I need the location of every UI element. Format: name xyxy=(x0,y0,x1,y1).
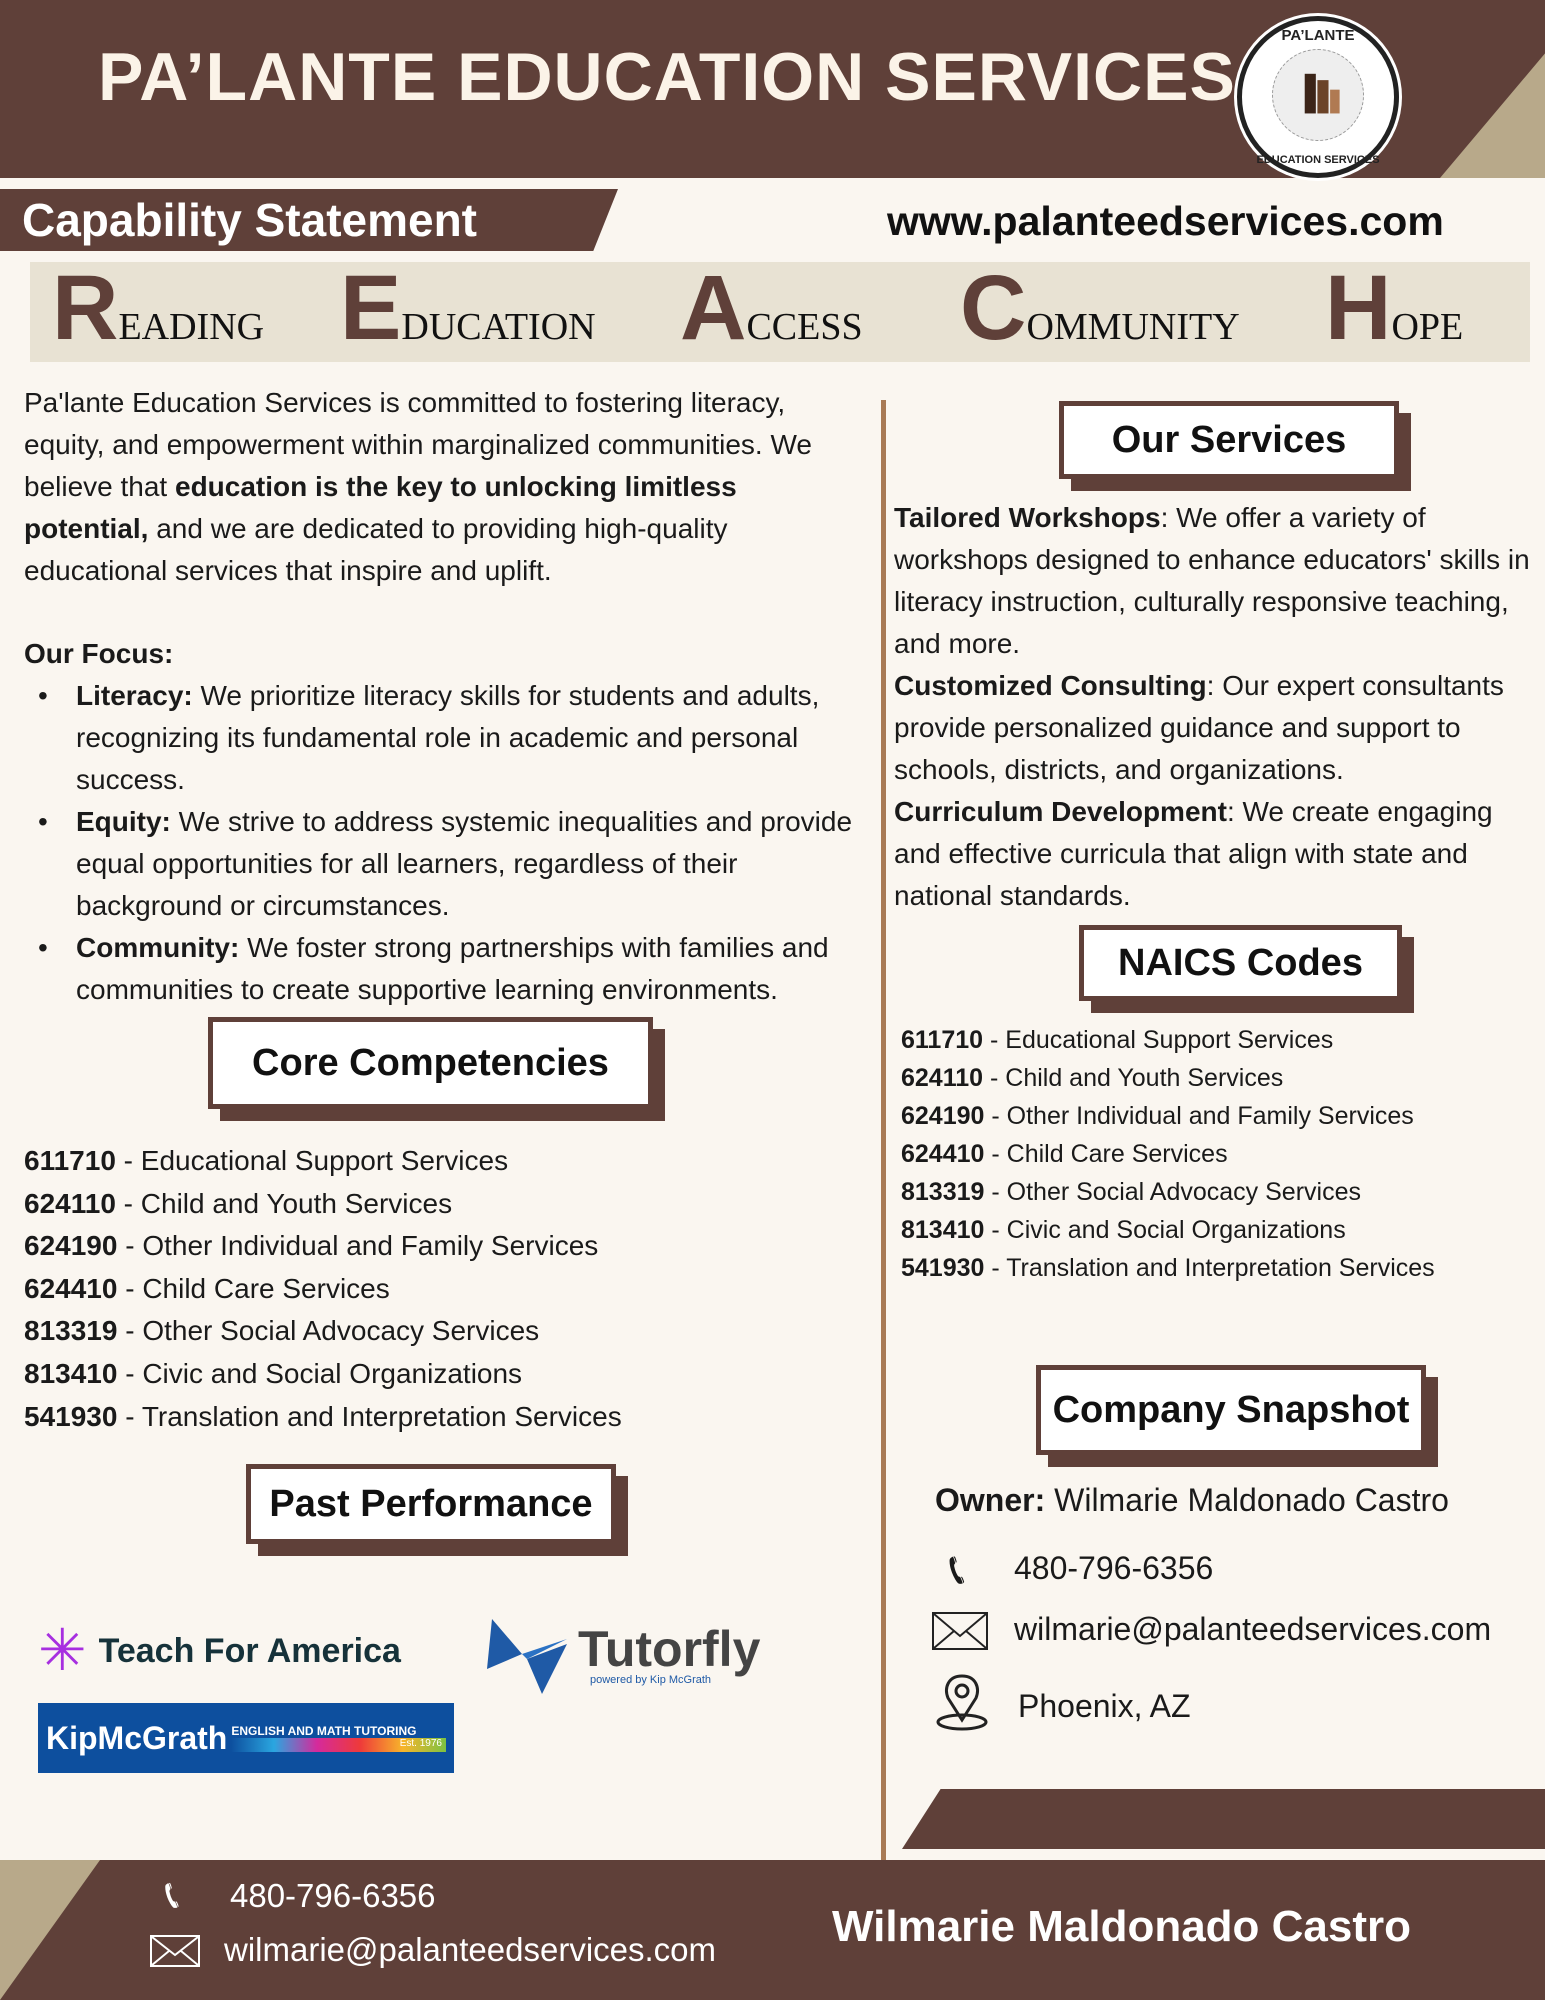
location-pin-icon xyxy=(934,1672,990,1732)
reach-banner xyxy=(30,257,1530,362)
past-performance-heading: Past Performance xyxy=(246,1464,616,1544)
focus-item: • Community: We foster strong partnerships with families and communities to create supportive learning environments. xyxy=(24,927,874,1011)
list-item: 813319 - Other Social Advocacy Services xyxy=(901,1178,1361,1206)
capability-title: Capability Statement xyxy=(22,194,477,246)
footer-phone-icon: 📞︎ xyxy=(165,1872,179,1917)
website-link[interactable]: www.palanteedservices.com xyxy=(887,198,1444,244)
kip-mcgrath-est: Est. 1976 xyxy=(231,1738,446,1752)
footer-email[interactable]: wilmarie@palanteedservices.com xyxy=(224,1931,717,1968)
naics-heading: NAICS Codes xyxy=(1079,925,1402,1001)
starburst-icon: ✳ xyxy=(38,1618,87,1683)
reach-word: HOPE xyxy=(1325,257,1464,359)
list-item: 813410 - Civic and Social Organizations xyxy=(901,1216,1346,1244)
list-item: 813410 - Civic and Social Organizations xyxy=(24,1357,523,1389)
list-item: 541930 - Translation and Interpretation Services xyxy=(24,1400,622,1432)
list-item: 611710 - Educational Support Services xyxy=(901,1026,1334,1054)
tutorfly-subtext: powered by Kip McGrath xyxy=(590,1674,712,1686)
company-logo xyxy=(1237,16,1399,178)
company-snapshot-heading: Company Snapshot xyxy=(1036,1365,1426,1455)
teach-for-america-text: Teach For America xyxy=(98,1631,401,1670)
teach-for-america-logo xyxy=(38,1618,401,1683)
logo-text-top: PA’LANTE xyxy=(1281,27,1355,44)
list-item: 624110 - Child and Youth Services xyxy=(24,1187,453,1219)
kip-mcgrath-text: KipMcGrath xyxy=(46,1719,228,1756)
service-item: Curriculum Development: We create engaging and effective curricula that align with state and national standards. xyxy=(894,796,1493,911)
reach-word: EDUCATION xyxy=(340,257,596,359)
logo-text-bottom: EDUCATION SERVICES xyxy=(1256,154,1380,166)
intro-paragraph: Pa'lante Education Services is committed to fostering literacy, equity, and empowerment within marginalized communities. We believe that education is the key to unlocking limitless potential, and we are dedicated to providing high-quality educational services that inspire and uplift. xyxy=(24,387,812,586)
focus-item: • Equity: We strive to address systemic inequalities and provide equal opportunities for all learners, regardless of their background or circumstances. xyxy=(24,801,874,927)
list-item: 624190 - Other Individual and Family Services xyxy=(901,1102,1414,1130)
column-divider xyxy=(881,400,886,1863)
page-title: PA’LANTE EDUCATION SERVICES xyxy=(98,39,1236,115)
naics-list xyxy=(901,1021,1435,1287)
snapshot-phone[interactable]: 480-796-6356 xyxy=(1014,1550,1214,1586)
kip-mcgrath-tagline: ENGLISH AND MATH TUTORING xyxy=(231,1724,417,1738)
list-item: 611710 - Educational Support Services xyxy=(24,1145,509,1176)
reach-word: ACCESS xyxy=(680,257,863,359)
list-item: 624410 - Child Care Services xyxy=(901,1140,1228,1168)
our-services-heading: Our Services xyxy=(1059,401,1399,479)
footer-name: Wilmarie Maldonado Castro xyxy=(832,1902,1412,1951)
decorative-band xyxy=(902,1789,1545,1849)
butterfly-icon xyxy=(482,1614,572,1696)
focus-item: • Literacy: We prioritize literacy skills for students and adults, recognizing its fundamental role in academic and personal success. xyxy=(24,675,874,801)
owner-line: Owner: Wilmarie Maldonado Castro xyxy=(935,1482,1449,1518)
kip-mcgrath-logo xyxy=(38,1703,454,1773)
fists-icon xyxy=(1272,49,1364,141)
focus-heading: Our Focus: xyxy=(24,638,174,669)
tutorfly-text: Tutorfly xyxy=(578,1621,761,1677)
service-item: Tailored Workshops: We offer a variety of workshops designed to enhance educators' skills in literacy instruction, culturally responsive teaching, and more. xyxy=(894,502,1530,659)
list-item: 813319 - Other Social Advocacy Services xyxy=(24,1315,540,1347)
service-item: Customized Consulting: Our expert consultants provide personalized guidance and support to schools, districts, and organizations. xyxy=(894,670,1504,785)
reach-word: COMMUNITY xyxy=(960,257,1240,359)
core-competencies-list xyxy=(24,1140,622,1438)
phone-icon: 📞︎ xyxy=(949,1545,965,1594)
envelope-icon xyxy=(932,1612,988,1650)
list-item: 624110 - Child and Youth Services xyxy=(901,1064,1284,1092)
snapshot-email[interactable]: wilmarie@palanteedservices.com xyxy=(1014,1611,1492,1647)
services-list xyxy=(894,497,1534,917)
core-competencies-heading: Core Competencies xyxy=(208,1017,653,1109)
list-item: 541930 - Translation and Interpretation Services xyxy=(901,1254,1435,1282)
footer-phone[interactable]: 480-796-6356 xyxy=(230,1877,436,1914)
list-item: 624190 - Other Individual and Family Services xyxy=(24,1230,599,1262)
snapshot-location: Phoenix, AZ xyxy=(1018,1688,1191,1724)
tutorfly-logo xyxy=(482,1614,760,1696)
focus-section xyxy=(24,633,874,1011)
footer-envelope-icon xyxy=(150,1935,200,1967)
reach-word: READING xyxy=(52,257,265,359)
list-item: 624410 - Child Care Services xyxy=(24,1272,390,1304)
